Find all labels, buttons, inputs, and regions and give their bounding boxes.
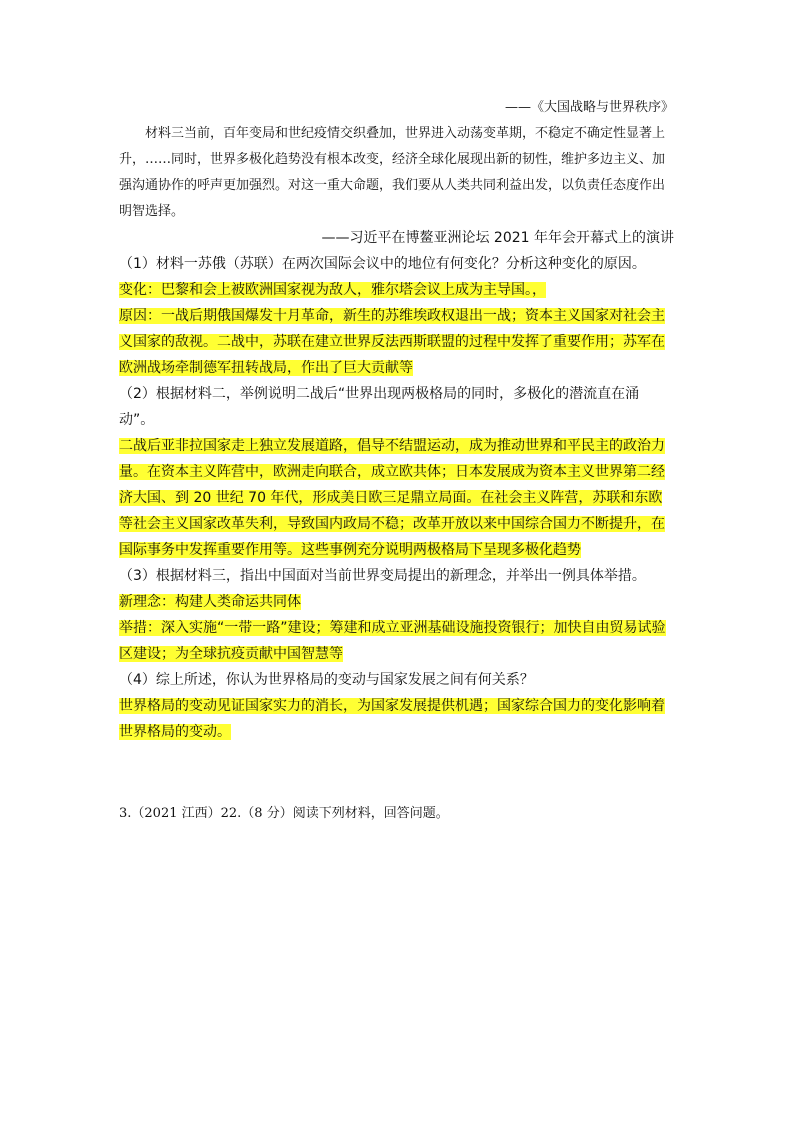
highlighted-answer-3-measure: 举措：深入实施“一带一路”建设；筹建和成立亚洲基础设施投资银行；加快自由贸易试验区建设；为全球抗疫贡献中国智慧等 xyxy=(119,620,666,662)
answer-3-measure xyxy=(119,615,674,667)
question-3: （3）根据材料三，指出中国面对当前世界变局提出的新理念，并举出一例具体举措。 xyxy=(119,568,646,584)
highlighted-answer-2: 二战后亚非拉国家走上独立发展道路，倡导不结盟运动，成为推动世界和平民主的政治力量。在资本主义阵营中，欧洲走向联合，成立欧共体；日本发展成为资本主义世界第二经济大国、到 20 世纪 70 年代，形成美日欧三足鼎立局面。在社会主义阵营，苏联和东欧等社会主义国家改革失利，导致国内政局不稳；改革开放以来中国综合国力不断提升，在国际事务中发挥重要作用等。这些事例充分说明两极格局下呈现多极化趋势 xyxy=(119,438,665,558)
highlighted-answer-4: 世界格局的变动见证国家实力的消长，为国家发展提供机遇；国家综合国力的变化影响着世界格局的变动。 xyxy=(119,698,665,740)
question-4: （4）综上所述，你认为世界格局的变动与国家发展之间有何关系？ xyxy=(119,672,534,688)
highlighted-answer-3-concept: 新理念：构建人类命运共同体 xyxy=(119,594,301,610)
answer-4 xyxy=(119,693,674,745)
next-question-heading: 3.（2021 江西）22.（8 分）阅读下列材料，回答问题。 xyxy=(119,806,449,821)
material-three: 材料三当前，百年变局和世纪疫情交织叠加，世界进入动荡变革期，不稳定不确定性显著上升，……同时，世界多极化趋势没有根本改变，经济全球化展现出新的韧性，维护多边主义、加强沟通协作的呼声更加强烈。对这一重大命题，我们要从人类共同利益出发，以负责任态度作出明智选择。 xyxy=(119,126,666,219)
highlighted-answer-1-change: 变化：巴黎和会上被欧洲国家视为敌人，雅尔塔会议上成为主导国。， xyxy=(119,282,546,298)
section-spacer xyxy=(119,745,674,801)
answer-1-change xyxy=(119,277,674,303)
answer-1-reason xyxy=(119,303,674,381)
question-2: （2）根据材料二，举例说明二战后“世界出现两极格局的同时，多极化的潜流直在涌动”。 xyxy=(119,386,640,428)
highlighted-answer-1-reason: 原因：一战后期俄国爆发十月革命，新生的苏维埃政权退出一战；资本主义国家对社会主义国家的敌视。二战中，苏联在建立世界反法西斯联盟的过程中发挥了重要作用；苏军在欧洲战场牵制德军扭转战局，作出了巨大贡献等 xyxy=(119,308,665,376)
answer-2 xyxy=(119,433,674,563)
answer-3-concept xyxy=(119,589,674,615)
source-citation-1: ——《大国战略与世界秩序》 xyxy=(504,100,674,115)
source-citation-2: ——习近平在博鳌亚洲论坛 2021 年年会开幕式上的演讲 xyxy=(321,230,674,246)
document-content xyxy=(119,95,674,827)
question-1: （1）材料一苏俄（苏联）在两次国际会议中的地位有何变化？分析这种变化的原因。 xyxy=(119,256,646,272)
